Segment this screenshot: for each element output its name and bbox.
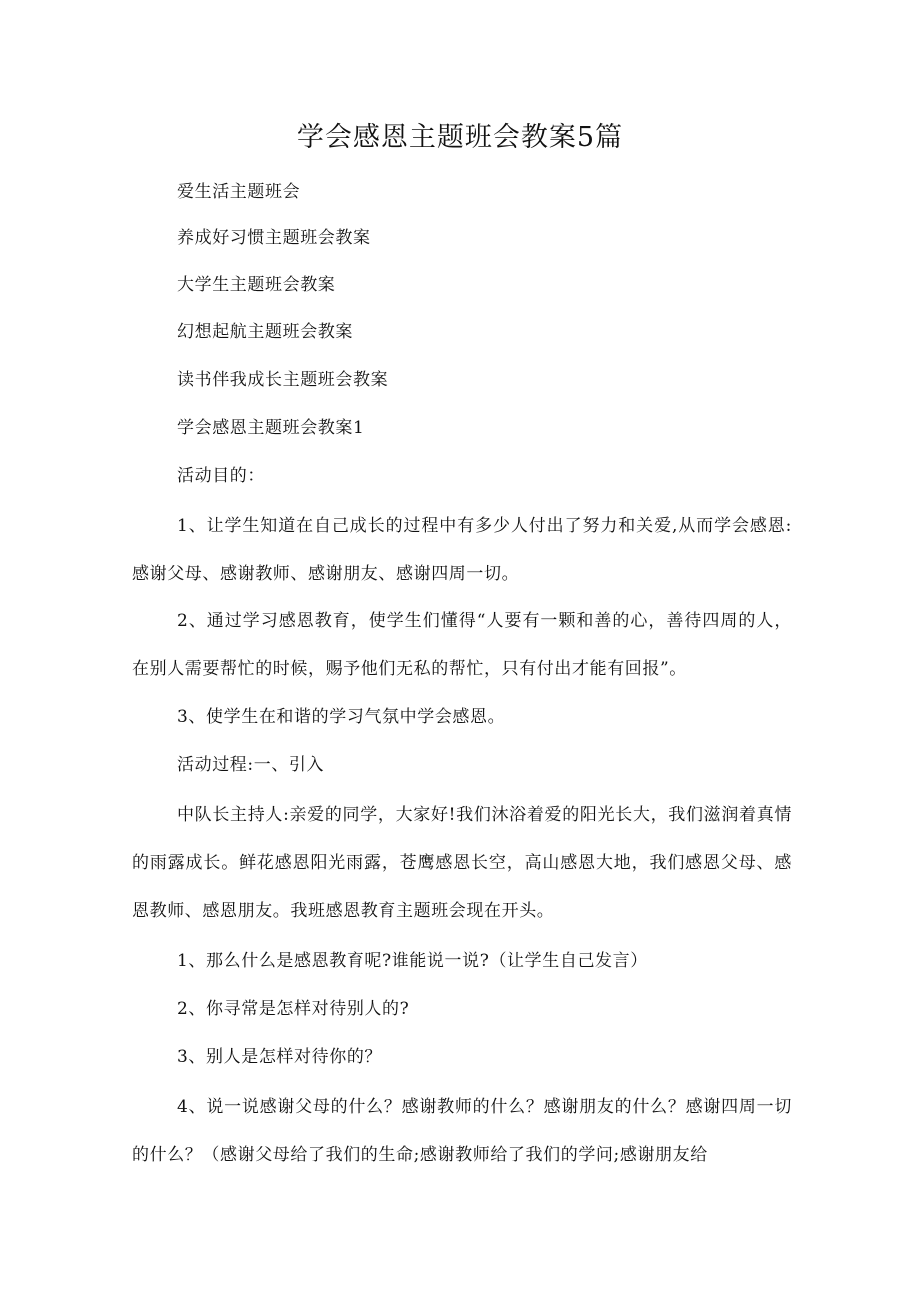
paragraph: 爱生活主题班会 <box>177 182 301 202</box>
paragraph: 活动过程:一、引入 <box>177 755 325 775</box>
paragraph: 读书伴我成长主题班会教案 <box>177 370 389 390</box>
paragraph: 大学生主题班会教案 <box>177 275 336 295</box>
paragraph: 3、别人是怎样对待你的？ <box>177 1047 383 1067</box>
paragraph: 2、你寻常是怎样对待别人的? <box>177 999 410 1019</box>
paragraph: 养成好习惯主题班会教案 <box>177 228 371 248</box>
paragraph: 1、那么什么是感恩教育呢?谁能说一说?（让学生自己发言） <box>177 951 648 971</box>
paragraph: 2、通过学习感恩教育，使学生们懂得“人要有一颗和善的心，善待四周的人，在别人需要帮忙的时候，赐予他们无私的帮忙，只有付出才能有回报”。 <box>132 611 792 679</box>
paragraph: 学会感恩主题班会教案1 <box>177 418 365 438</box>
paragraph: 活动目的： <box>177 466 265 486</box>
paragraph: 4、说一说感谢父母的什么？感谢教师的什么？感谢朋友的什么？感谢四周一切的什么？（感谢父母给了我们的生命;感谢教师给了我们的学问;感谢朋友给 <box>132 1097 792 1165</box>
paragraph: 幻想起航主题班会教案 <box>177 322 353 342</box>
paragraph: 中队长主持人:亲爱的同学，大家好!我们沐浴着爱的阳光长大，我们滋润着真情的雨露成长。鲜花感恩阳光雨露，苍鹰感恩长空，高山感恩大地，我们感恩父母、感恩教师、感恩朋友。我班感恩教育主题班会现在开头。 <box>132 805 792 921</box>
document-title: 学会感恩主题班会教案5篇 <box>296 122 624 153</box>
paragraph: 3、使学生在和谐的学习气氛中学会感恩。 <box>177 707 506 727</box>
paragraph: 1、让学生知道在自己成长的过程中有多少人付出了努力和关爱,从而学会感恩:感谢父母、感谢教师、感谢朋友、感谢四周一切。 <box>132 516 792 584</box>
